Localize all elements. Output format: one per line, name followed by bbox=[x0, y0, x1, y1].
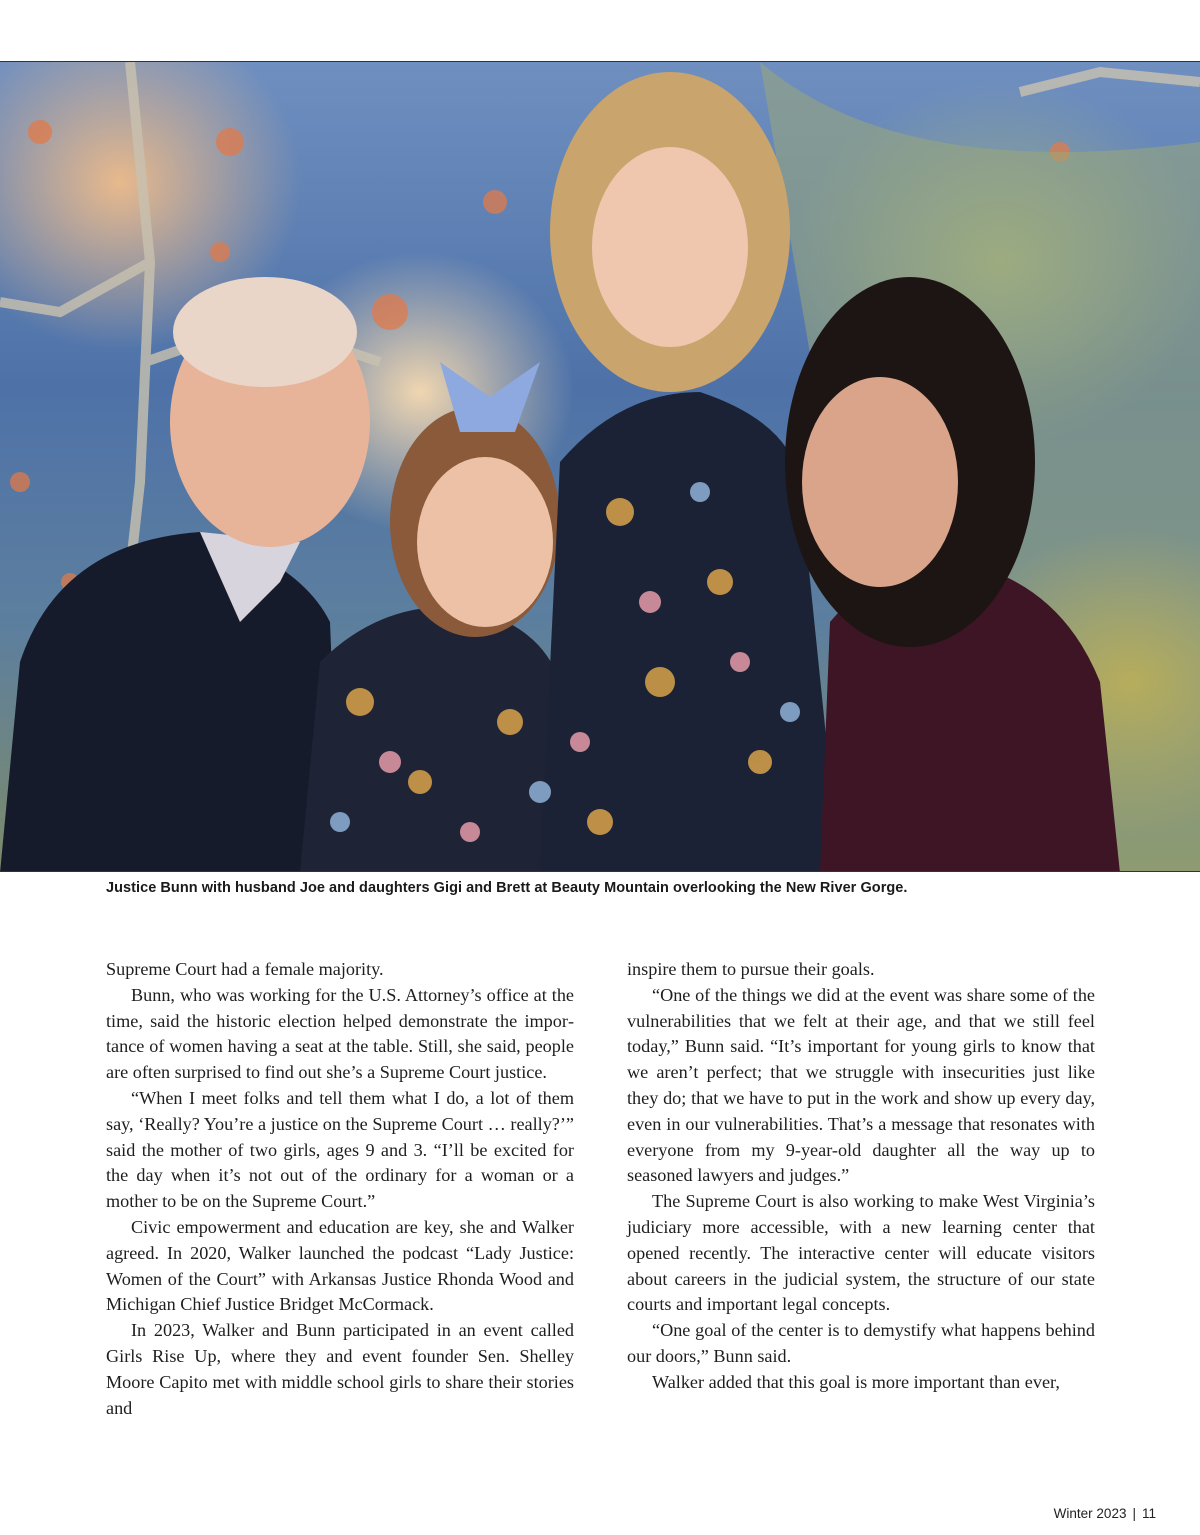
article-column-right bbox=[627, 957, 1095, 1396]
paragraph: inspire them to pursue their goals. bbox=[627, 959, 875, 979]
paragraph: Civic empowerment and education are key, she and Walker agreed. In 2020, Walker launched the podcast “Lady Justice: Women of the Court” with Arkansas Justice Rhonda Wood and Michigan Chief Justice Bridget McCormack. bbox=[106, 1216, 574, 1315]
paragraph: “One of the things we did at the event was share some of the vulnerabilities that we felt at their age, and that we still feel today,” Bunn said. “It’s important for young girls to know that we aren’t perfect; that we struggle with insecurities just like they do; that we have to put in the work and show up every day, even in our vulnerabilities. That’s a message that resonates with everyone from my 9-year-old daughter all the way up to seasoned lawyers and judges.” bbox=[627, 984, 1095, 1186]
photo-caption: Justice Bunn with husband Joe and daughters Gigi and Brett at Beauty Mountain overlooking the New River Gorge. bbox=[106, 880, 908, 896]
page-footer bbox=[1054, 1506, 1156, 1521]
issue-label: Winter 2023 bbox=[1053, 1506, 1127, 1521]
family-photo-illustration bbox=[0, 62, 1200, 872]
paragraph: “When I meet folks and tell them what I do, a lot of them say, ‘Really? You’re a justice on the Supreme Court … really?’” said the mother of two girls, ages 9 and 3. “I’ll be excited for the day when it’s not out of the ordinary for a woman or a mother to be on the Supreme Court.” bbox=[106, 1087, 574, 1212]
paragraph: Bunn, who was working for the U.S. Attorney’s office at the time, said the historic election helped demonstrate the importance of women having a seat at the table. Still, she said, people are often surprised to find out she’s a Supreme Court justice. bbox=[106, 984, 574, 1083]
page-number: 11 bbox=[1141, 1506, 1156, 1521]
paragraph: The Supreme Court is also working to make West Virginia’s judiciary more accessible, with a new learning center that opened recently. The interactive center will educate visitors about careers in the judicial system, the structure of our state courts and important legal concepts. bbox=[627, 1191, 1095, 1315]
footer-separator: | bbox=[1132, 1506, 1136, 1521]
family-photo bbox=[0, 61, 1200, 872]
paragraph: Supreme Court had a female majority. bbox=[106, 959, 384, 979]
paragraph: In 2023, Walker and Bunn participated in an event called Girls Rise Up, where they and event founder Sen. Shelley Moore Capito met with middle school girls to share their stories and bbox=[106, 1320, 574, 1418]
paragraph: Walker added that this goal is more important than ever, bbox=[652, 1371, 1060, 1392]
article-column-left bbox=[106, 957, 574, 1421]
paragraph: “One goal of the center is to demystify what happens behind our doors,” Bunn said. bbox=[627, 1320, 1095, 1366]
